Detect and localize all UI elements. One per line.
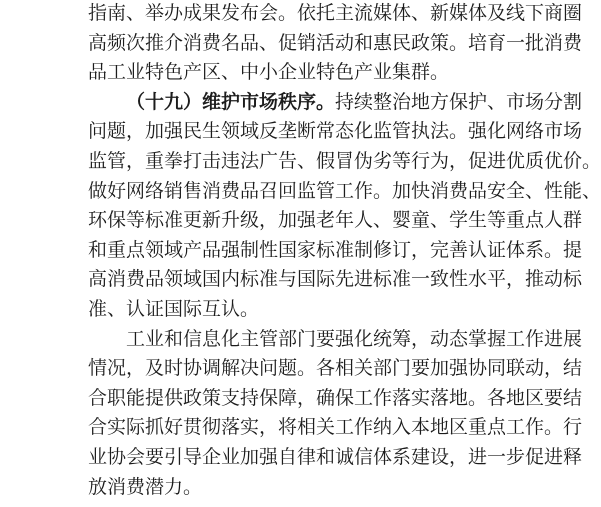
paragraph-2-line-1 bbox=[126, 87, 583, 117]
paragraph-2-line-5: 环保等标准更新升级，加强老年人、婴童、学生等重点人群 bbox=[88, 209, 583, 232]
paragraph-3-line-4: 合实际抓好贯彻落实，将相关工作纳入本地区重点工作。行 bbox=[88, 416, 583, 439]
section-heading: （十九）维护市场秩序。 bbox=[126, 90, 336, 113]
paragraph-1-line-3: 品工业特色产区、中小企业特色产业集群。 bbox=[88, 61, 450, 84]
paragraph-2-line-6: 和重点领域产品强制性国家标准制修订，完善认证体系。提 bbox=[88, 238, 583, 261]
paragraph-3-line-2: 情况，及时协调解决问题。各相关部门要加强协同联动，结 bbox=[88, 357, 583, 380]
paragraph-3-line-5: 业协会要引导企业加强自律和诚信体系建设，进一步促进释 bbox=[88, 446, 583, 468]
paragraph-3-line-6: 放消费潜力。 bbox=[88, 475, 203, 498]
paragraph-1-line-2: 高频次推介消费名品、促销活动和惠民政策。培育一批消费 bbox=[88, 31, 583, 54]
paragraph-2-line-2: 问题，加强民生领域反垄断常态化监管执法。强化网络市场 bbox=[88, 120, 583, 143]
paragraph-3-line-1: 工业和信息化主管部门要强化统筹，动态掌握工作进展 bbox=[126, 327, 583, 350]
paragraph-1-line-1: 指南、举办成果发布会。依托主流媒体、新媒体及线下商圈 bbox=[88, 2, 583, 24]
paragraph-2-line-4: 做好网络销售消费品召回监管工作。加快消费品安全、性能、 bbox=[88, 179, 601, 202]
paragraph-2-line-7: 高消费品领域国内标准与国际先进标准一致性水平，推动标 bbox=[88, 268, 583, 291]
paragraph-2-line-3: 监管，重拳打击违法广告、假冒伪劣等行为，促进优质优价。 bbox=[88, 150, 601, 172]
paragraph-2-line-1-rest: 持续整治地方保护、市场分割 bbox=[335, 90, 583, 113]
paragraph-3-line-3: 合职能提供政策支持保障，确保工作落实落地。各地区要结 bbox=[88, 386, 583, 409]
paragraph-2-line-8: 准、认证国际互认。 bbox=[88, 298, 260, 320]
